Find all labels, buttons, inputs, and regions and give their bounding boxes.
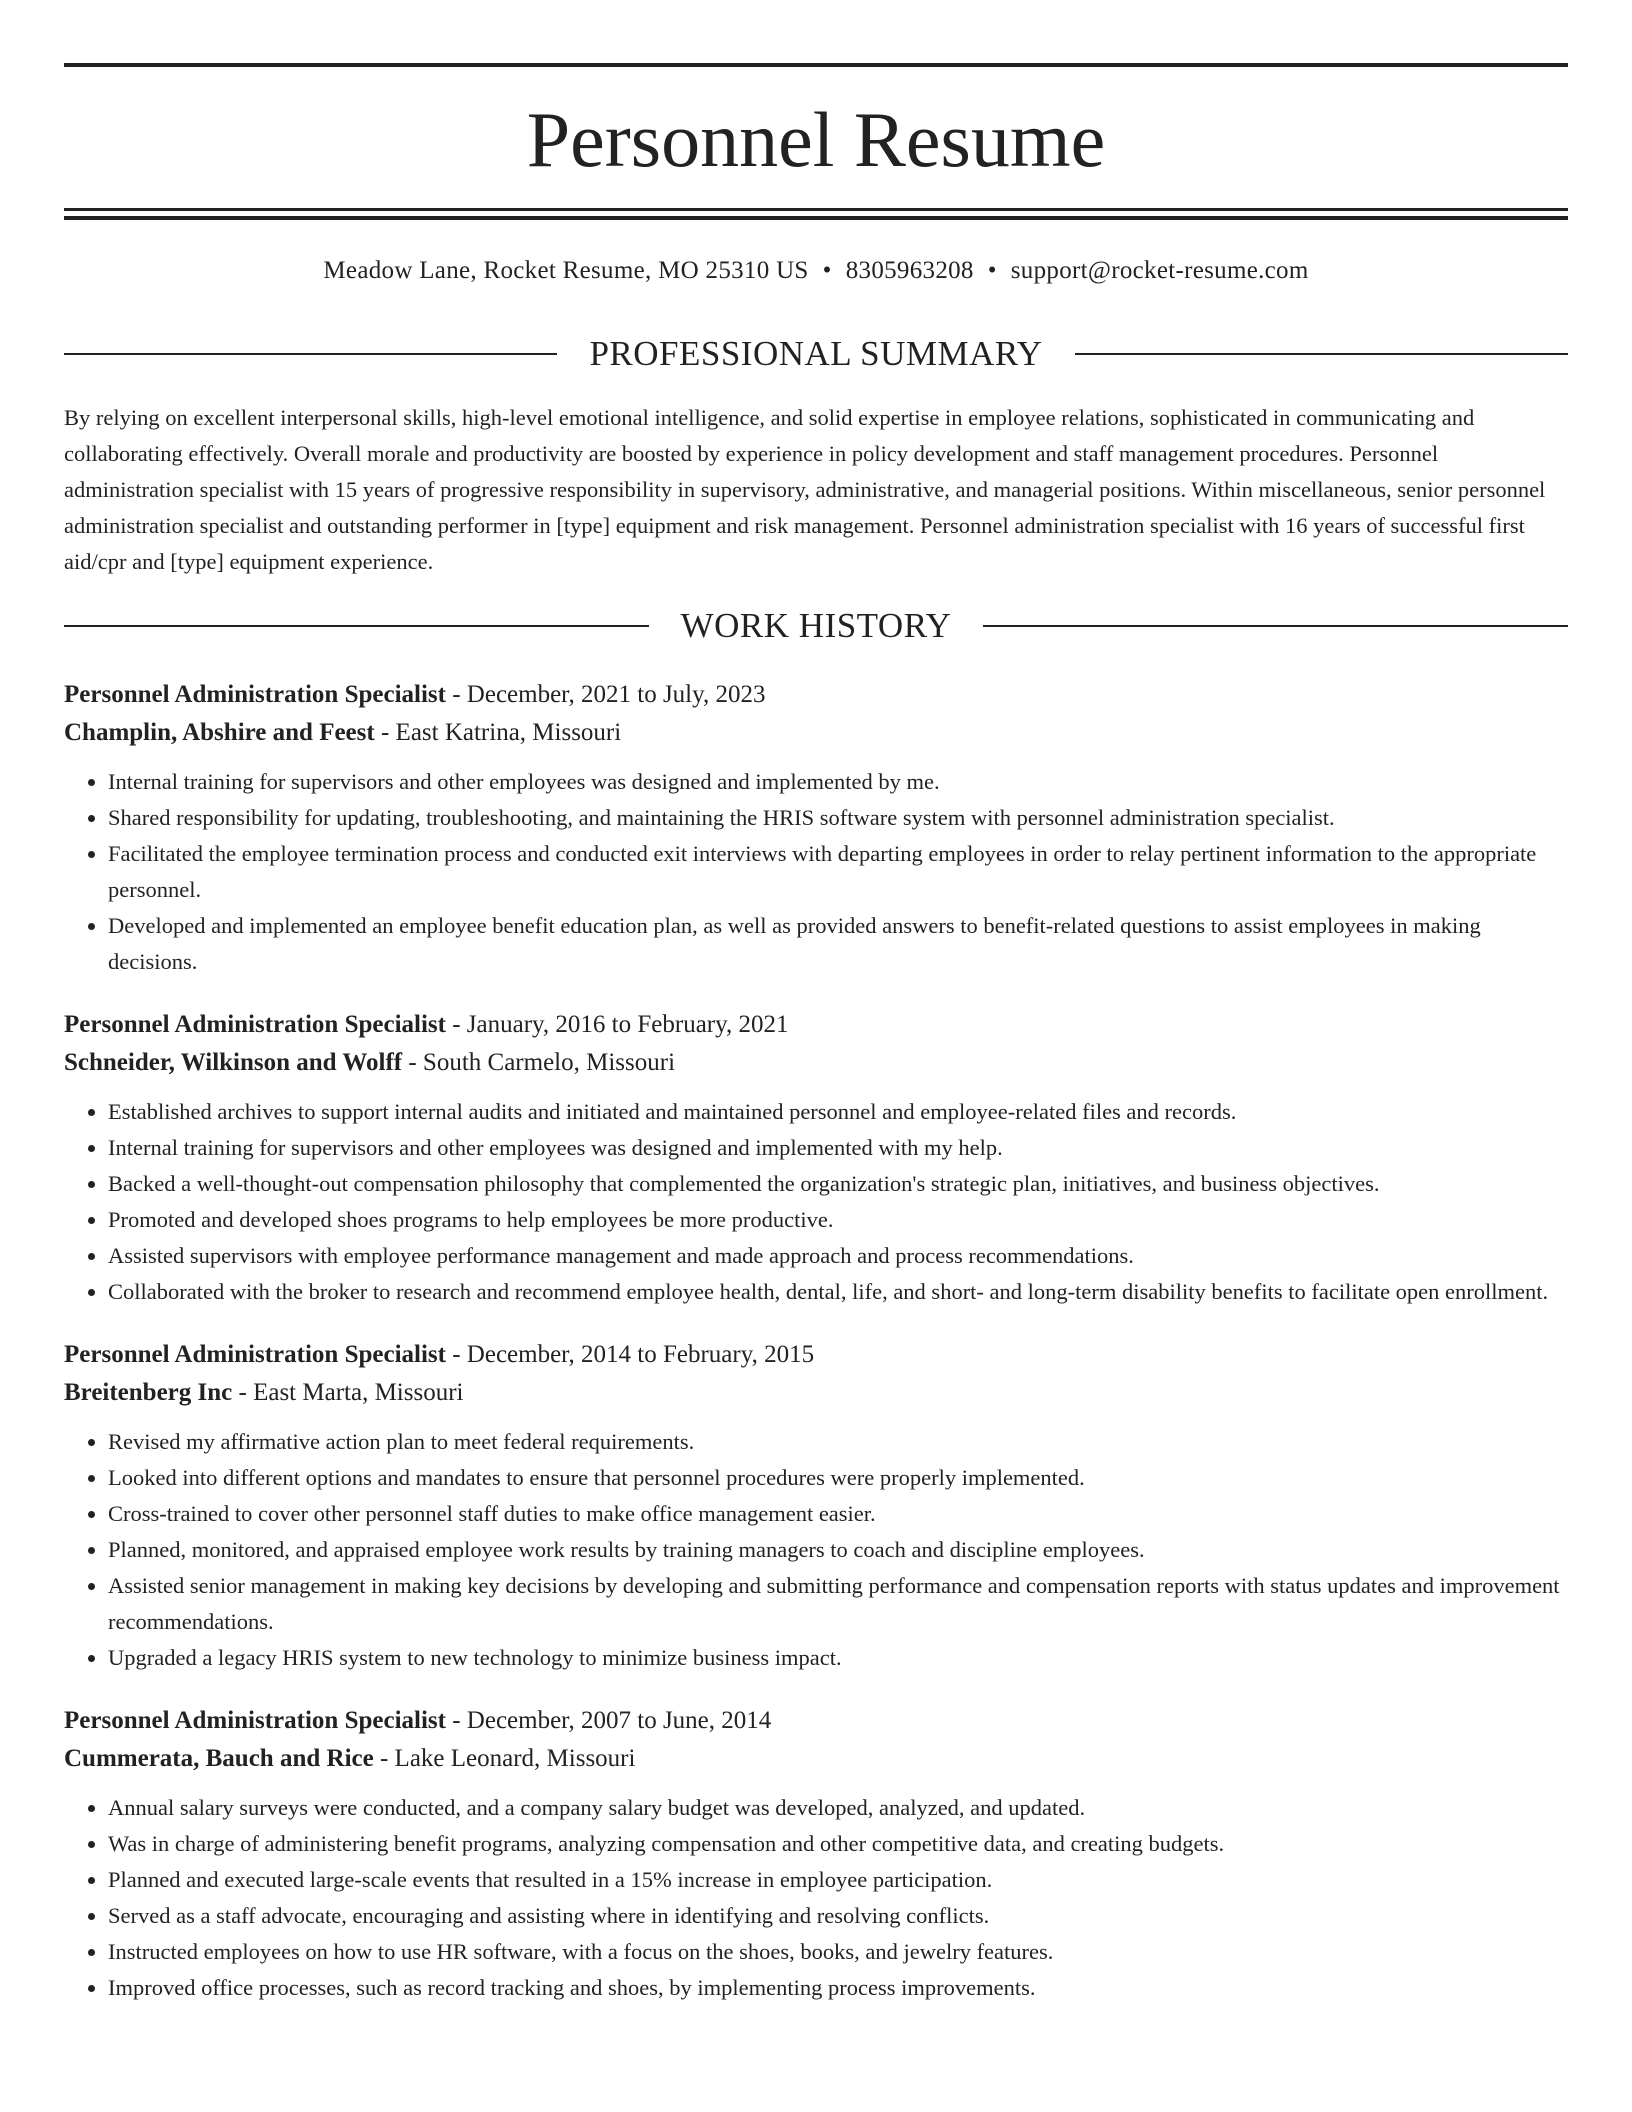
job-title-line (64, 1006, 1568, 1044)
job-title-line (64, 676, 1568, 714)
work-heading (64, 604, 1568, 648)
job-bullet: • Facilitated the employee termination process and conducted exit interviews with departing employees in order to relay pertinent information to the appropriate personnel. (108, 836, 1568, 908)
job-bullet: • Shared responsibility for updating, troubleshooting, and maintaining the HRIS software system with personnel administration specialist. (108, 800, 1568, 836)
summary-text: By relying on excellent interpersonal skills, high-level emotional intelligence, and solid expertise in employee relations, sophisticated in communicating and collaborating effectively. Overall morale and productivity are boosted by experience in policy development and staff management procedures. Personnel administration specialist with 15 years of progressive responsibility in supervisory, administrative, and managerial positions. Within miscellaneous, senior personnel administration specialist and outstanding performer in [type] equipment and risk management. Personnel administration specialist with 16 years of successful first aid/cpr and [type] equipment experience. (64, 405, 1546, 574)
job-company: Breitenberg Inc (64, 1379, 233, 1406)
job-bullet: • Internal training for supervisors and other employees was designed and implemented with my help. (108, 1130, 1568, 1166)
job-bullet: • Backed a well-thought-out compensation philosophy that complemented the organization's strategic plan, initiatives, and business objectives. (108, 1166, 1568, 1202)
job-bullet: • Served as a staff advocate, encouraging and assisting where in identifying and resolving conflicts. (108, 1898, 1568, 1934)
job-company-line (64, 714, 1568, 752)
contact-separator: • (987, 257, 997, 284)
job-bullets (64, 1424, 1568, 1676)
job-bullet: • Collaborated with the broker to research and recommend employee health, dental, life, and short- and long-term disability benefits to facilitate open enrollment. (108, 1274, 1568, 1310)
page-title: Personnel Resume (526, 96, 1106, 183)
job-company: Champlin, Abshire and Feest (64, 719, 375, 746)
job-bullet: • Assisted senior management in making key decisions by developing and submitting performance and compensation reports with status updates and improvement recommendations. (108, 1568, 1568, 1640)
job-bullets (64, 1094, 1568, 1310)
job-title: Personnel Administration Specialist (64, 681, 446, 708)
job-bullet: • Upgraded a legacy HRIS system to new technology to minimize business impact. (108, 1640, 1568, 1676)
job-bullets (64, 764, 1568, 980)
contact-phone: 8305963208 (845, 257, 974, 284)
job-entry (64, 1006, 1568, 1310)
job-bullet: • Established archives to support internal audits and initiated and maintained personnel and employee-related files and records. (108, 1094, 1568, 1130)
job-dates: - December, 2007 to June, 2014 (445, 1707, 772, 1734)
job-dates: - December, 2021 to July, 2023 (445, 681, 766, 708)
work-history (64, 676, 1568, 2032)
job-company-line (64, 1740, 1568, 1778)
job-bullet: • Improved office processes, such as record tracking and shoes, by implementing process improvements. (108, 1970, 1568, 2006)
job-title: Personnel Administration Specialist (64, 1011, 446, 1038)
job-bullet: • Cross-trained to cover other personnel staff duties to make office management easier. (108, 1496, 1568, 1532)
job-bullet: • Planned, monitored, and appraised employee work results by training managers to coach and discipline employees. (108, 1532, 1568, 1568)
job-company: Schneider, Wilkinson and Wolff (64, 1049, 403, 1076)
job-bullet: • Instructed employees on how to use HR software, with a focus on the shoes, books, and jewelry features. (108, 1934, 1568, 1970)
contact-line (64, 254, 1568, 288)
job-title: Personnel Administration Specialist (64, 1707, 446, 1734)
job-location: - Lake Leonard, Missouri (373, 1745, 636, 1772)
job-location: - East Katrina, Missouri (374, 719, 622, 746)
job-bullet: • Planned and executed large-scale events that resulted in a 15% increase in employee participation. (108, 1862, 1568, 1898)
title-rule-lower (64, 216, 1568, 220)
job-location: - East Marta, Missouri (232, 1379, 464, 1406)
job-bullets (64, 1790, 1568, 2006)
job-entry (64, 1336, 1568, 1676)
heading-rule-right (1075, 353, 1568, 355)
summary-heading-label: PROFESSIONAL SUMMARY (589, 334, 1043, 373)
job-title-line (64, 1336, 1568, 1374)
job-company: Cummerata, Bauch and Rice (64, 1745, 374, 1772)
job-bullet: • Developed and implemented an employee benefit education plan, as well as provided answers to benefit-related questions to assist employees in making decisions. (108, 908, 1568, 980)
job-bullet: • Internal training for supervisors and other employees was designed and implemented by me. (108, 764, 1568, 800)
heading-rule-left (64, 353, 557, 355)
contact-address: Meadow Lane, Rocket Resume, MO 25310 US (323, 257, 809, 284)
job-entry (64, 1702, 1568, 2006)
heading-rule-right (983, 625, 1568, 627)
job-dates: - December, 2014 to February, 2015 (445, 1341, 815, 1368)
job-bullet: • Was in charge of administering benefit programs, analyzing compensation and other competitive data, and creating budgets. (108, 1826, 1568, 1862)
summary-heading (64, 332, 1568, 376)
work-heading-label: WORK HISTORY (680, 606, 952, 645)
heading-rule-left (64, 625, 649, 627)
job-location: - South Carmelo, Missouri (402, 1049, 676, 1076)
job-title: Personnel Administration Specialist (64, 1341, 446, 1368)
contact-email: support@rocket-resume.com (1010, 257, 1309, 284)
title-rule-upper (64, 208, 1568, 211)
job-bullet: • Looked into different options and mandates to ensure that personnel procedures were properly implemented. (108, 1460, 1568, 1496)
job-dates: - January, 2016 to February, 2021 (445, 1011, 789, 1038)
job-bullet: • Annual salary surveys were conducted, and a company salary budget was developed, analyzed, and updated. (108, 1790, 1568, 1826)
contact-separator: • (822, 257, 832, 284)
job-bullet: • Promoted and developed shoes programs to help employees be more productive. (108, 1202, 1568, 1238)
job-company-line (64, 1374, 1568, 1412)
job-title-line (64, 1702, 1568, 1740)
job-bullet: • Revised my affirmative action plan to meet federal requirements. (108, 1424, 1568, 1460)
job-entry (64, 676, 1568, 980)
top-rule (64, 63, 1568, 67)
job-company-line (64, 1044, 1568, 1082)
job-bullet: • Assisted supervisors with employee performance management and made approach and process recommendations. (108, 1238, 1568, 1274)
